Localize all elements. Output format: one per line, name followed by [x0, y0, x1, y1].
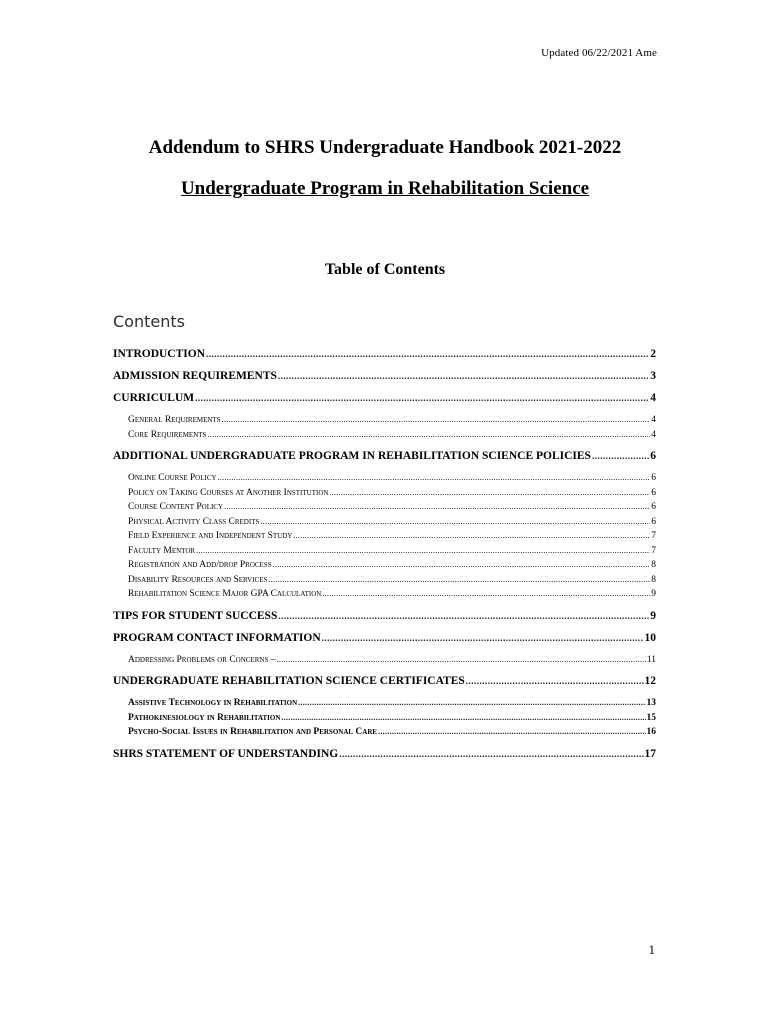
toc-leader: [224, 500, 650, 515]
toc-entry-label: CURRICULUM: [113, 392, 195, 404]
toc-entry-label: Disability Resources and Services: [128, 574, 268, 585]
toc-entry-statement[interactable]: [113, 743, 656, 765]
toc-entry-additional-policies[interactable]: [113, 445, 656, 467]
toc-leader: [196, 544, 650, 559]
toc-entry-page: 15: [646, 712, 656, 723]
toc-entry-label: Addressing Problems or Concerns –: [128, 654, 276, 665]
update-note: Updated 06/22/2021 Ame: [541, 47, 657, 59]
toc-leader: [378, 725, 645, 740]
toc-entry-physical-activity-credits[interactable]: [113, 515, 656, 530]
toc-entry-general-requirements[interactable]: [113, 413, 656, 428]
toc-entry-page: 17: [644, 747, 656, 760]
toc-entry-admission-requirements[interactable]: [113, 365, 656, 387]
toc-entry-page: 7: [651, 531, 656, 541]
toc-leader: [293, 529, 650, 544]
toc-entry-label: Rehabilitation Science Major GPA Calculation: [128, 589, 322, 599]
toc-entry-faculty-mentor[interactable]: [113, 544, 656, 559]
toc-leader: [195, 387, 649, 409]
toc-entry-psycho-social[interactable]: [113, 725, 656, 740]
toc-entry-gpa-calculation[interactable]: [113, 587, 656, 602]
toc-entry-label: General Requirements: [128, 415, 221, 425]
toc-entry-page: 6: [650, 450, 656, 462]
toc-entry-page: 9: [651, 589, 656, 599]
contents-label: Contents: [113, 312, 185, 331]
toc-entry-label: UNDERGRADUATE REHABILITATION SCIENCE CERTIFICATES: [113, 675, 465, 687]
toc-leader: [222, 413, 651, 428]
toc-heading: Table of Contents: [324, 261, 446, 278]
document-title: Addendum to SHRS Undergraduate Handbook 2021-2022: [148, 137, 622, 158]
toc-entry-page: 6: [651, 487, 656, 498]
toc-entry-label: PROGRAM CONTACT INFORMATION: [113, 631, 321, 644]
toc-leader: [298, 696, 645, 711]
toc-entry-certificates[interactable]: [113, 670, 656, 692]
toc-leader: [278, 605, 649, 627]
toc-entry-page: 8: [651, 560, 656, 570]
toc-leader: [322, 587, 650, 602]
toc-entry-page: 10: [644, 631, 656, 644]
toc-entry-page: 9: [650, 609, 656, 622]
toc-entry-tips[interactable]: [113, 605, 656, 627]
toc-entry-pathokinesiology[interactable]: [113, 711, 656, 726]
toc-entry-label: Policy on Taking Courses at Another Institution: [128, 487, 329, 498]
toc-leader: [218, 471, 651, 486]
document-subtitle: [0, 178, 770, 200]
toc-entry-label: Pathokinesiology in Rehabilitation: [128, 712, 281, 723]
toc-entry-page: 11: [646, 654, 656, 665]
toc-entry-label: SHRS STATEMENT OF UNDERSTANDING: [113, 747, 339, 760]
toc-entry-page: 6: [651, 502, 656, 512]
toc-entry-label: Psycho-Social Issues in Rehabilitation and Personal Care: [128, 727, 378, 737]
toc-entry-page: 16: [646, 727, 656, 737]
toc-entry-curriculum[interactable]: [113, 387, 656, 409]
toc-entry-label: Core Requirements: [128, 429, 207, 440]
toc-leader: [260, 515, 650, 530]
toc-entry-page: 7: [651, 545, 656, 556]
toc-entry-label: Assistive Technology in Rehabilitation: [128, 698, 298, 708]
toc-entry-page: 2: [650, 348, 656, 360]
toc-leader: [592, 445, 649, 467]
toc-leader: [207, 428, 650, 443]
toc-leader: [329, 486, 650, 501]
toc-leader: [466, 670, 644, 692]
toc-entry-core-requirements[interactable]: [113, 428, 656, 443]
toc-entry-page: 4: [651, 429, 656, 440]
toc-entry-online-course-policy[interactable]: [113, 471, 656, 486]
toc-entry-page: 3: [650, 370, 656, 382]
toc-entry-page: 12: [644, 675, 656, 687]
toc-leader: [276, 653, 645, 668]
table-of-contents: [113, 343, 656, 765]
subtitle-text: Undergraduate Program in Rehabilitation Science: [180, 178, 590, 199]
toc-entry-label: INTRODUCTION: [113, 348, 206, 360]
toc-leader: [273, 558, 651, 573]
toc-leader: [268, 573, 650, 588]
toc-entry-label: Course Content Policy: [128, 502, 224, 512]
toc-entry-program-contact[interactable]: [113, 627, 656, 649]
toc-entry-page: 6: [651, 473, 656, 483]
toc-entry-other-institution-policy[interactable]: [113, 486, 656, 501]
toc-entry-addressing-problems[interactable]: [113, 653, 656, 668]
toc-entry-label: ADDITIONAL UNDERGRADUATE PROGRAM IN REHABILITATION SCIENCE POLICIES: [113, 450, 591, 462]
toc-entry-course-content-policy[interactable]: [113, 500, 656, 515]
toc-entry-page: 13: [646, 698, 656, 708]
page-number: 1: [648, 942, 655, 957]
toc-leader: [206, 343, 649, 365]
toc-entry-label: Faculty Mentor: [128, 545, 196, 556]
toc-entry-label: TIPS FOR STUDENT SUCCESS: [113, 609, 278, 622]
toc-leader: [322, 627, 644, 649]
toc-leader: [281, 711, 645, 726]
toc-entry-label: Registration and Add/drop Process: [128, 560, 272, 570]
toc-entry-page: 4: [650, 392, 656, 404]
toc-leader: [339, 743, 643, 765]
toc-entry-page: 8: [651, 574, 656, 585]
toc-entry-page: 6: [651, 516, 656, 527]
toc-entry-label: ADMISSION REQUIREMENTS: [113, 370, 277, 382]
toc-entry-disability-resources[interactable]: [113, 573, 656, 588]
toc-entry-label: Field Experience and Independent Study: [128, 531, 293, 541]
toc-entry-label: Physical Activity Class Credits: [128, 516, 260, 527]
toc-entry-registration-process[interactable]: [113, 558, 656, 573]
toc-entry-assistive-technology[interactable]: [113, 696, 656, 711]
toc-entry-field-experience[interactable]: [113, 529, 656, 544]
toc-entry-label: Online Course Policy: [128, 473, 217, 483]
toc-leader: [278, 365, 649, 387]
toc-entry-introduction[interactable]: [113, 343, 656, 365]
toc-entry-page: 4: [651, 415, 656, 425]
